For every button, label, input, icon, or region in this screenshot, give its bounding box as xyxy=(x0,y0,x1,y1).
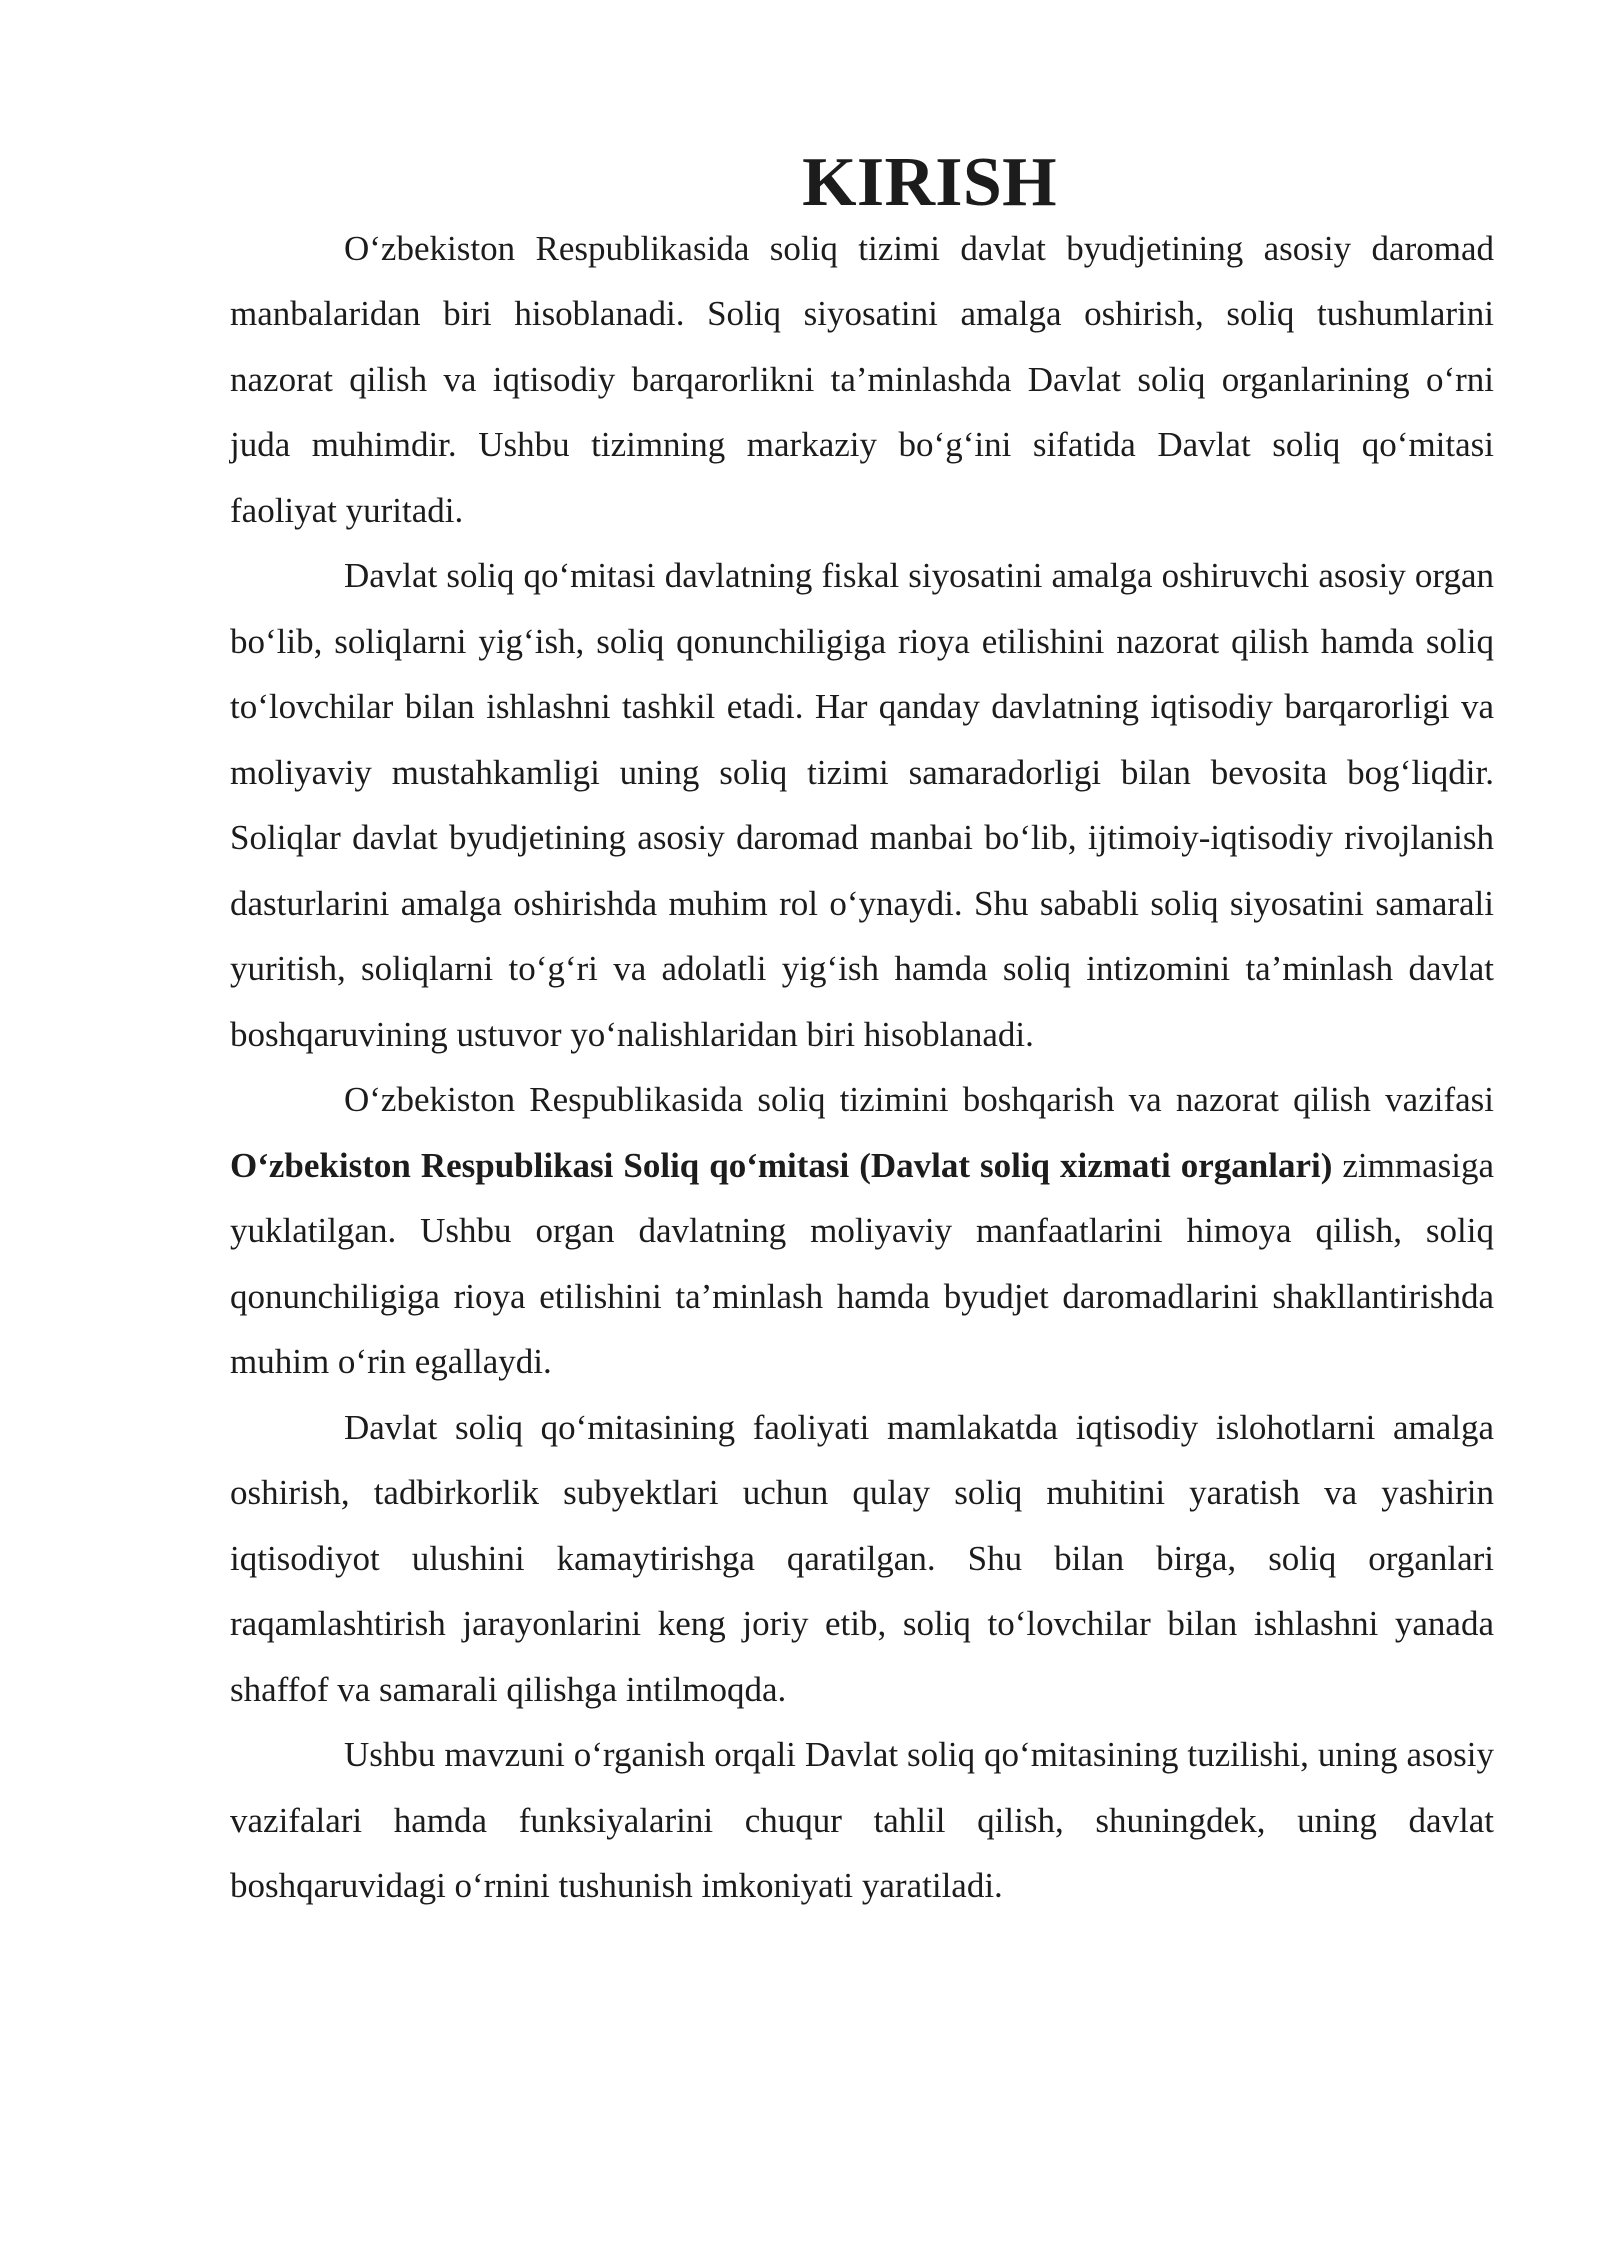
paragraph-5: Ushbu mavzuni o‘rganish orqali Davlat soliq qo‘mitasining tuzilishi, uning asosiy vazifalari hamda funksiyalarini chuqur tahlil qilish, shuningdek, uning davlat boshqaruvidagi o‘rnini tushunish imkoniyati yaratiladi. xyxy=(230,1735,1494,1905)
document-body xyxy=(230,144,1494,1919)
paragraph-2: Davlat soliq qo‘mitasi davlatning fiskal siyosatini amalga oshiruvchi asosiy organ bo‘lib, soliqlarni yig‘ish, soliq qonunchiligiga rioya etilishini nazorat qilish hamda soliq to‘lovchilar bilan ishlashni tashkil etadi. Har qanday davlatning iqtisodiy barqarorligi va moliyaviy mustahkamligi uning soliq tizimi samaradorligi bilan bevosita bog‘liqdir. Soliqlar davlat byudjetining asosiy daromad manbai bo‘lib, ijtimoiy-iqtisodiy rivojlanish dasturlarini amalga oshirishda muhim rol o‘ynaydi. Shu sababli soliq siyosatini samarali yuritish, soliqlarni to‘g‘ri va adolatli yig‘ish hamda soliq intizomini ta’minlash davlat boshqaruvining ustuvor yo‘nalishlaridan biri hisoblanadi. xyxy=(230,556,1494,1054)
paragraph-3-bold-text: O‘zbekiston Respublikasi Soliq qo‘mitasi (Davlat soliq xizmati organlari) xyxy=(230,1145,1333,1185)
page-title: KIRISH xyxy=(802,144,1057,221)
paragraph-1: O‘zbekiston Respublikasida soliq tizimi davlat byudjetining asosiy daromad manbalaridan biri hisoblanadi. Soliq siyosatini amalga oshirish, soliq tushumlarini nazorat qilish va iqtisodiy barqarorlikni ta’minlashda Davlat soliq organlarining o‘rni juda muhimdir. Ushbu tizimning markaziy bo‘g‘ini sifatida Davlat soliq qo‘mitasi faoliyat yuritadi. xyxy=(230,228,1494,530)
paragraph-3 xyxy=(230,1067,1494,1395)
paragraph-3-tail-text: zimmasiga yuklatilgan. Ushbu organ davlatning moliyaviy manfaatlarini himoya qilish, soliq qonunchiligiga rioya etilishini ta’minlash hamda byudjet daromadlarini shakllantirishda muhim o‘rin egallaydi. xyxy=(230,1145,1494,1381)
paragraph-3-lead-text: O‘zbekiston Respublikasida soliq tizimini boshqarish va nazorat qilish vazifasi xyxy=(344,1080,1494,1119)
paragraph-4: Davlat soliq qo‘mitasining faoliyati mamlakatda iqtisodiy islohotlarni amalga oshirish, tadbirkorlik subyektlari uchun qulay soliq muhitini yaratish va yashirin iqtisodiyot ulushini kamaytirishga qaratilgan. Shu bilan birga, soliq organlari raqamlashtirish jarayonlarini keng joriy etib, soliq to‘lovchilar bilan ishlashni yanada shaffof va samarali qilishga intilmoqda. xyxy=(230,1407,1494,1709)
